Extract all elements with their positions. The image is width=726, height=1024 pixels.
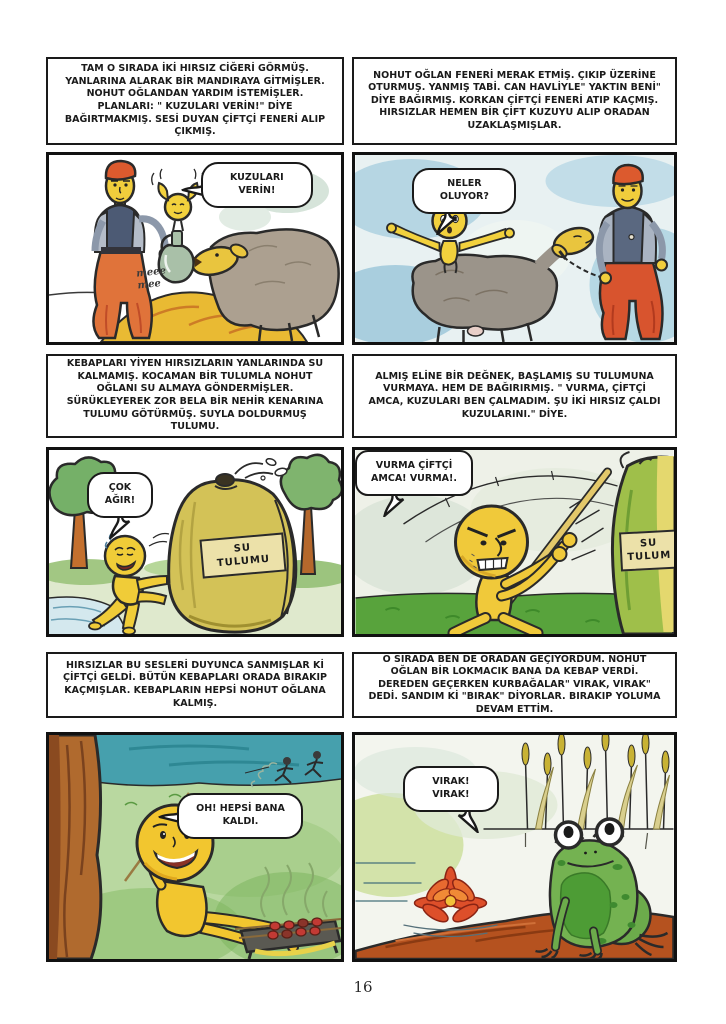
speech-bubble-text: VURMA ÇİFTÇİ AMCA! VURMA!. — [371, 460, 457, 484]
caption-panel-2 — [352, 57, 677, 145]
panel-5-artwork — [49, 735, 341, 959]
speech-bubble-text: NELER OLUYOR? — [439, 178, 489, 202]
water-skin-label: SU TULUM — [619, 529, 677, 571]
water-band — [89, 735, 341, 786]
speech-bubble — [403, 766, 499, 812]
water-splash — [235, 457, 288, 480]
caption-panel-5 — [46, 652, 344, 718]
speech-bubble-text: VIRAK! VIRAK! — [432, 776, 470, 801]
tree-trunk — [49, 735, 101, 959]
page-number: 16 — [353, 978, 373, 996]
caption-text: O SIRADA BEN DE ORADAN GEÇİYORDUM. NOHUT OĞLAN BİR LOKMACIK BANA DA KEBAP VERDİ. DEREDEN GEÇERKEN KURBAĞALAR" VIRAK, VIRAK" DEDİ. SANDIM Kİ "BIRAK" DİYORLAR. BIRAKIP YOLUMA DEVAM ETTİM. — [368, 653, 661, 715]
speech-bubble-text: KUZULARI VERİN! — [229, 172, 284, 197]
panel-2 — [352, 152, 677, 345]
speech-bubble-text: ÇOK AĞIR! — [104, 482, 136, 506]
caption-text: HIRSIZLAR BU SESLERİ DUYUNCA SANMIŞLAR Kİ ÇİFTÇİ GELDİ. BÜTÜN KEBAPLARI ORADA BIRAKIP KAÇMIŞLAR. KEBAPLARIN HEPSİ NOHUT OĞLANA KALMIŞ. — [63, 659, 327, 709]
speech-bubble — [355, 450, 473, 496]
caption-text: NOHUT OĞLAN FENERİ MERAK ETMİŞ. ÇIKIP ÜZERİNE OTURMUŞ. YANMIŞ TABİ. CAN HAVLİYLE" YAKTIN BENİ" DİYE BAĞIRMIŞ. KORKAN ÇİFTÇİ FENERİ ATIP KAÇMIŞ. HIRSIZLAR HEMEN BİR ÇİFT KUZUYU ALIP ORADAN UZAKLAŞMIŞLAR. — [368, 69, 661, 131]
water-skin-label: SU TULUMU — [199, 533, 286, 579]
panel-4 — [352, 447, 677, 637]
caption-text: KEBAPLARI YİYEN HIRSIZLARIN YANLARINDA SU KALMAMIŞ. KOCAMAN BİR TULUMLA NOHUT OĞLANI SU ALMAYA GÖNDERMİŞLER. SÜRÜKLEYEREK ZOR BELA BİR NEHİR KENARINA TULUMU GÖTÜRMÜŞ. SUYLA DOLDURMUŞ TULUMU. — [66, 358, 324, 433]
panel-6 — [352, 732, 677, 962]
panel-1 — [46, 152, 344, 345]
panel-5 — [46, 732, 344, 962]
comic-content — [46, 57, 677, 962]
caption-text: TAM O SIRADA İKİ HIRSIZ CİĞERİ GÖRMÜŞ. YANLARINA ALARAK BİR MANDIRAYA GİTMİŞLER. NOHUT OĞLANDAN YARDIM İSTEMİŞLER. PLANLARI: " KUZULARI VERİN!" DİYE BAĞIRTMAKMIŞ. SESİ DUYAN ÇİFTÇİ FENERİ ALIP ÇIKMIŞ. — [64, 63, 326, 138]
speech-bubble — [412, 168, 516, 214]
speech-bubble — [87, 472, 153, 518]
panel-3 — [46, 447, 344, 637]
caption-panel-6 — [352, 652, 677, 718]
caption-text: ALMIŞ ELİNE BİR DEĞNEK, BAŞLAMIŞ SU TULUMUNA VURMAYA. HEM DE BAĞIRIRMIŞ. " VURMA, ÇİFTÇİ AMCA, KUZULARI BEN ÇALMADIM. ŞU İKİ HIRSIZ ÇALDI KUZULARINI." DİYE. — [368, 370, 661, 420]
speech-bubble — [177, 793, 303, 839]
speech-bubble-text: OH! HEPSİ BANA KALDI. — [196, 803, 285, 828]
sheep-bleat-sfx: meee mee — [135, 265, 167, 292]
caption-panel-4 — [352, 354, 677, 438]
caption-panel-3 — [46, 354, 344, 438]
speech-bubble — [201, 162, 313, 208]
caption-panel-1 — [46, 57, 344, 145]
